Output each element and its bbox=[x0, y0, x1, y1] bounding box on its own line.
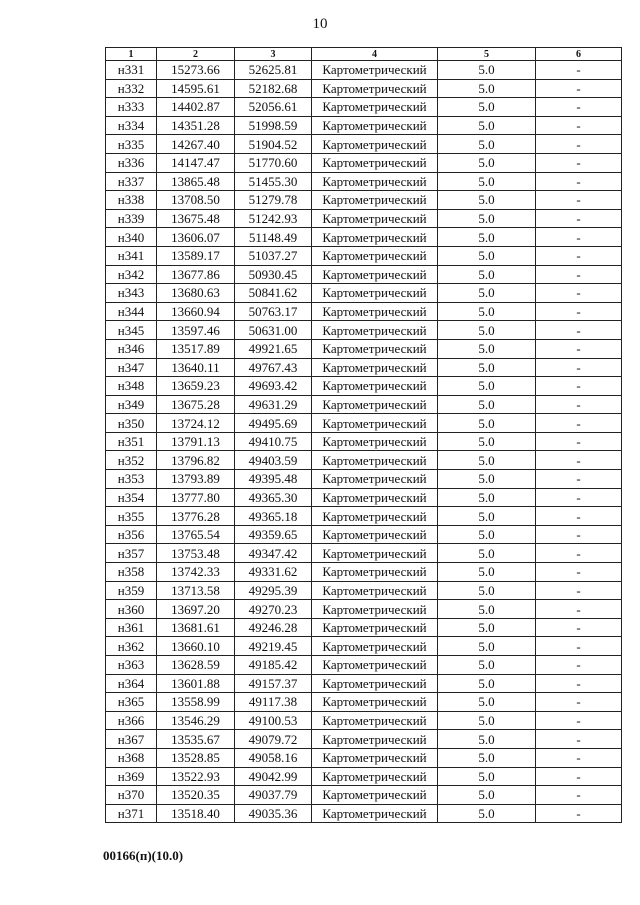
notes-cell: - bbox=[536, 544, 622, 563]
method-cell: Картометрический bbox=[312, 656, 438, 675]
point-id-cell: н370 bbox=[106, 786, 157, 805]
y-coordinate-cell: 49100.53 bbox=[235, 711, 312, 730]
y-coordinate-cell: 51148.49 bbox=[235, 228, 312, 247]
x-coordinate-cell: 13518.40 bbox=[157, 804, 235, 823]
notes-cell: - bbox=[536, 637, 622, 656]
y-coordinate-cell: 49403.59 bbox=[235, 451, 312, 470]
point-id-cell: н364 bbox=[106, 674, 157, 693]
method-cell: Картометрический bbox=[312, 414, 438, 433]
accuracy-cell: 5.0 bbox=[438, 507, 536, 526]
y-coordinate-cell: 49185.42 bbox=[235, 656, 312, 675]
table-row bbox=[106, 600, 622, 619]
x-coordinate-cell: 14267.40 bbox=[157, 135, 235, 154]
x-coordinate-cell: 13517.89 bbox=[157, 339, 235, 358]
notes-cell: - bbox=[536, 600, 622, 619]
point-id-cell: н353 bbox=[106, 470, 157, 489]
table-row bbox=[106, 79, 622, 98]
x-coordinate-cell: 13535.67 bbox=[157, 730, 235, 749]
accuracy-cell: 5.0 bbox=[438, 470, 536, 489]
x-coordinate-cell: 13640.11 bbox=[157, 358, 235, 377]
x-coordinate-cell: 13675.28 bbox=[157, 395, 235, 414]
accuracy-cell: 5.0 bbox=[438, 581, 536, 600]
notes-cell: - bbox=[536, 507, 622, 526]
method-cell: Картометрический bbox=[312, 265, 438, 284]
x-coordinate-cell: 13791.13 bbox=[157, 432, 235, 451]
accuracy-cell: 5.0 bbox=[438, 767, 536, 786]
y-coordinate-cell: 49117.38 bbox=[235, 693, 312, 712]
table-row bbox=[106, 525, 622, 544]
method-cell: Картометрический bbox=[312, 191, 438, 210]
notes-cell: - bbox=[536, 395, 622, 414]
y-coordinate-cell: 49767.43 bbox=[235, 358, 312, 377]
x-coordinate-cell: 13589.17 bbox=[157, 246, 235, 265]
notes-cell: - bbox=[536, 135, 622, 154]
x-coordinate-cell: 13697.20 bbox=[157, 600, 235, 619]
table-row bbox=[106, 451, 622, 470]
accuracy-cell: 5.0 bbox=[438, 172, 536, 191]
x-coordinate-cell: 13546.29 bbox=[157, 711, 235, 730]
accuracy-cell: 5.0 bbox=[438, 61, 536, 80]
notes-cell: - bbox=[536, 711, 622, 730]
method-cell: Картометрический bbox=[312, 135, 438, 154]
y-coordinate-cell: 49395.48 bbox=[235, 470, 312, 489]
table-row bbox=[106, 339, 622, 358]
point-id-cell: н368 bbox=[106, 748, 157, 767]
y-coordinate-cell: 49037.79 bbox=[235, 786, 312, 805]
accuracy-cell: 5.0 bbox=[438, 786, 536, 805]
x-coordinate-cell: 13677.86 bbox=[157, 265, 235, 284]
y-coordinate-cell: 49365.18 bbox=[235, 507, 312, 526]
y-coordinate-cell: 49495.69 bbox=[235, 414, 312, 433]
method-cell: Картометрический bbox=[312, 432, 438, 451]
point-id-cell: н365 bbox=[106, 693, 157, 712]
table-row bbox=[106, 284, 622, 303]
method-cell: Картометрический bbox=[312, 637, 438, 656]
x-coordinate-cell: 14595.61 bbox=[157, 79, 235, 98]
y-coordinate-cell: 51998.59 bbox=[235, 116, 312, 135]
point-id-cell: н350 bbox=[106, 414, 157, 433]
notes-cell: - bbox=[536, 581, 622, 600]
accuracy-cell: 5.0 bbox=[438, 302, 536, 321]
y-coordinate-cell: 49331.62 bbox=[235, 563, 312, 582]
x-coordinate-cell: 13776.28 bbox=[157, 507, 235, 526]
column-header: 4 bbox=[312, 48, 438, 61]
table-row bbox=[106, 358, 622, 377]
table-row bbox=[106, 637, 622, 656]
y-coordinate-cell: 50930.45 bbox=[235, 265, 312, 284]
y-coordinate-cell: 52625.81 bbox=[235, 61, 312, 80]
point-id-cell: н359 bbox=[106, 581, 157, 600]
method-cell: Картометрический bbox=[312, 339, 438, 358]
method-cell: Картометрический bbox=[312, 228, 438, 247]
method-cell: Картометрический bbox=[312, 563, 438, 582]
method-cell: Картометрический bbox=[312, 79, 438, 98]
method-cell: Картометрический bbox=[312, 302, 438, 321]
notes-cell: - bbox=[536, 172, 622, 191]
x-coordinate-cell: 14351.28 bbox=[157, 116, 235, 135]
y-coordinate-cell: 49295.39 bbox=[235, 581, 312, 600]
accuracy-cell: 5.0 bbox=[438, 488, 536, 507]
table-row bbox=[106, 470, 622, 489]
x-coordinate-cell: 13606.07 bbox=[157, 228, 235, 247]
point-id-cell: н346 bbox=[106, 339, 157, 358]
method-cell: Картометрический bbox=[312, 767, 438, 786]
y-coordinate-cell: 49270.23 bbox=[235, 600, 312, 619]
point-id-cell: н334 bbox=[106, 116, 157, 135]
table-row bbox=[106, 135, 622, 154]
x-coordinate-cell: 13681.61 bbox=[157, 618, 235, 637]
point-id-cell: н358 bbox=[106, 563, 157, 582]
point-id-cell: н347 bbox=[106, 358, 157, 377]
x-coordinate-cell: 13865.48 bbox=[157, 172, 235, 191]
y-coordinate-cell: 49219.45 bbox=[235, 637, 312, 656]
method-cell: Картометрический bbox=[312, 284, 438, 303]
point-id-cell: н336 bbox=[106, 153, 157, 172]
y-coordinate-cell: 52182.68 bbox=[235, 79, 312, 98]
point-id-cell: н344 bbox=[106, 302, 157, 321]
accuracy-cell: 5.0 bbox=[438, 209, 536, 228]
x-coordinate-cell: 13660.10 bbox=[157, 637, 235, 656]
accuracy-cell: 5.0 bbox=[438, 377, 536, 396]
method-cell: Картометрический bbox=[312, 172, 438, 191]
table-row bbox=[106, 804, 622, 823]
y-coordinate-cell: 49058.16 bbox=[235, 748, 312, 767]
point-id-cell: н352 bbox=[106, 451, 157, 470]
notes-cell: - bbox=[536, 246, 622, 265]
table-row bbox=[106, 228, 622, 247]
method-cell: Картометрический bbox=[312, 600, 438, 619]
accuracy-cell: 5.0 bbox=[438, 395, 536, 414]
method-cell: Картометрический bbox=[312, 488, 438, 507]
notes-cell: - bbox=[536, 61, 622, 80]
method-cell: Картометрический bbox=[312, 748, 438, 767]
accuracy-cell: 5.0 bbox=[438, 525, 536, 544]
notes-cell: - bbox=[536, 674, 622, 693]
notes-cell: - bbox=[536, 79, 622, 98]
x-coordinate-cell: 14147.47 bbox=[157, 153, 235, 172]
y-coordinate-cell: 49157.37 bbox=[235, 674, 312, 693]
table-row bbox=[106, 711, 622, 730]
accuracy-cell: 5.0 bbox=[438, 79, 536, 98]
table-row bbox=[106, 656, 622, 675]
accuracy-cell: 5.0 bbox=[438, 432, 536, 451]
column-header: 1 bbox=[106, 48, 157, 61]
page-number: 10 bbox=[312, 16, 328, 32]
notes-cell: - bbox=[536, 488, 622, 507]
accuracy-cell: 5.0 bbox=[438, 246, 536, 265]
table-row bbox=[106, 488, 622, 507]
accuracy-cell: 5.0 bbox=[438, 414, 536, 433]
table-row bbox=[106, 414, 622, 433]
accuracy-cell: 5.0 bbox=[438, 618, 536, 637]
x-coordinate-cell: 13680.63 bbox=[157, 284, 235, 303]
point-id-cell: н342 bbox=[106, 265, 157, 284]
table-row bbox=[106, 265, 622, 284]
accuracy-cell: 5.0 bbox=[438, 98, 536, 117]
point-id-cell: н371 bbox=[106, 804, 157, 823]
x-coordinate-cell: 13660.94 bbox=[157, 302, 235, 321]
table-row bbox=[106, 581, 622, 600]
table-row bbox=[106, 98, 622, 117]
table-row bbox=[106, 302, 622, 321]
accuracy-cell: 5.0 bbox=[438, 637, 536, 656]
notes-cell: - bbox=[536, 656, 622, 675]
method-cell: Картометрический bbox=[312, 711, 438, 730]
point-id-cell: н351 bbox=[106, 432, 157, 451]
accuracy-cell: 5.0 bbox=[438, 451, 536, 470]
table-row bbox=[106, 767, 622, 786]
notes-cell: - bbox=[536, 748, 622, 767]
table-row bbox=[106, 377, 622, 396]
y-coordinate-cell: 49693.42 bbox=[235, 377, 312, 396]
y-coordinate-cell: 49410.75 bbox=[235, 432, 312, 451]
accuracy-cell: 5.0 bbox=[438, 693, 536, 712]
accuracy-cell: 5.0 bbox=[438, 730, 536, 749]
x-coordinate-cell: 14402.87 bbox=[157, 98, 235, 117]
x-coordinate-cell: 13793.89 bbox=[157, 470, 235, 489]
point-id-cell: н369 bbox=[106, 767, 157, 786]
notes-cell: - bbox=[536, 693, 622, 712]
point-id-cell: н333 bbox=[106, 98, 157, 117]
point-id-cell: н357 bbox=[106, 544, 157, 563]
point-id-cell: н348 bbox=[106, 377, 157, 396]
notes-cell: - bbox=[536, 804, 622, 823]
point-id-cell: н335 bbox=[106, 135, 157, 154]
table-row bbox=[106, 544, 622, 563]
method-cell: Картометрический bbox=[312, 507, 438, 526]
y-coordinate-cell: 49079.72 bbox=[235, 730, 312, 749]
column-header: 6 bbox=[536, 48, 622, 61]
accuracy-cell: 5.0 bbox=[438, 544, 536, 563]
accuracy-cell: 5.0 bbox=[438, 284, 536, 303]
point-id-cell: н367 bbox=[106, 730, 157, 749]
notes-cell: - bbox=[536, 358, 622, 377]
accuracy-cell: 5.0 bbox=[438, 358, 536, 377]
accuracy-cell: 5.0 bbox=[438, 339, 536, 358]
notes-cell: - bbox=[536, 209, 622, 228]
notes-cell: - bbox=[536, 228, 622, 247]
y-coordinate-cell: 49347.42 bbox=[235, 544, 312, 563]
method-cell: Картометрический bbox=[312, 358, 438, 377]
y-coordinate-cell: 49035.36 bbox=[235, 804, 312, 823]
notes-cell: - bbox=[536, 377, 622, 396]
notes-cell: - bbox=[536, 414, 622, 433]
notes-cell: - bbox=[536, 339, 622, 358]
x-coordinate-cell: 13628.59 bbox=[157, 656, 235, 675]
y-coordinate-cell: 51770.60 bbox=[235, 153, 312, 172]
accuracy-cell: 5.0 bbox=[438, 674, 536, 693]
notes-cell: - bbox=[536, 265, 622, 284]
point-id-cell: н339 bbox=[106, 209, 157, 228]
accuracy-cell: 5.0 bbox=[438, 748, 536, 767]
method-cell: Картометрический bbox=[312, 544, 438, 563]
accuracy-cell: 5.0 bbox=[438, 135, 536, 154]
table-row bbox=[106, 116, 622, 135]
x-coordinate-cell: 13659.23 bbox=[157, 377, 235, 396]
column-header: 2 bbox=[157, 48, 235, 61]
point-id-cell: н343 bbox=[106, 284, 157, 303]
accuracy-cell: 5.0 bbox=[438, 656, 536, 675]
point-id-cell: н362 bbox=[106, 637, 157, 656]
column-header: 3 bbox=[235, 48, 312, 61]
method-cell: Картометрический bbox=[312, 395, 438, 414]
table-row bbox=[106, 191, 622, 210]
method-cell: Картометрический bbox=[312, 581, 438, 600]
point-id-cell: н338 bbox=[106, 191, 157, 210]
point-id-cell: н355 bbox=[106, 507, 157, 526]
accuracy-cell: 5.0 bbox=[438, 228, 536, 247]
x-coordinate-cell: 13675.48 bbox=[157, 209, 235, 228]
y-coordinate-cell: 51455.30 bbox=[235, 172, 312, 191]
method-cell: Картометрический bbox=[312, 525, 438, 544]
notes-cell: - bbox=[536, 191, 622, 210]
y-coordinate-cell: 49359.65 bbox=[235, 525, 312, 544]
x-coordinate-cell: 13742.33 bbox=[157, 563, 235, 582]
point-id-cell: н331 bbox=[106, 61, 157, 80]
accuracy-cell: 5.0 bbox=[438, 600, 536, 619]
method-cell: Картометрический bbox=[312, 153, 438, 172]
accuracy-cell: 5.0 bbox=[438, 191, 536, 210]
method-cell: Картометрический bbox=[312, 618, 438, 637]
method-cell: Картометрический bbox=[312, 674, 438, 693]
point-id-cell: н354 bbox=[106, 488, 157, 507]
y-coordinate-cell: 50841.62 bbox=[235, 284, 312, 303]
point-id-cell: н363 bbox=[106, 656, 157, 675]
column-header: 5 bbox=[438, 48, 536, 61]
method-cell: Картометрический bbox=[312, 321, 438, 340]
method-cell: Картометрический bbox=[312, 804, 438, 823]
point-id-cell: н340 bbox=[106, 228, 157, 247]
x-coordinate-cell: 13777.80 bbox=[157, 488, 235, 507]
x-coordinate-cell: 13708.50 bbox=[157, 191, 235, 210]
notes-cell: - bbox=[536, 767, 622, 786]
x-coordinate-cell: 13597.46 bbox=[157, 321, 235, 340]
method-cell: Картометрический bbox=[312, 209, 438, 228]
notes-cell: - bbox=[536, 618, 622, 637]
point-id-cell: н356 bbox=[106, 525, 157, 544]
method-cell: Картометрический bbox=[312, 116, 438, 135]
table-row bbox=[106, 395, 622, 414]
table-row bbox=[106, 246, 622, 265]
point-id-cell: н349 bbox=[106, 395, 157, 414]
y-coordinate-cell: 50631.00 bbox=[235, 321, 312, 340]
y-coordinate-cell: 50763.17 bbox=[235, 302, 312, 321]
point-id-cell: н341 bbox=[106, 246, 157, 265]
notes-cell: - bbox=[536, 153, 622, 172]
notes-cell: - bbox=[536, 563, 622, 582]
y-coordinate-cell: 51242.93 bbox=[235, 209, 312, 228]
y-coordinate-cell: 52056.61 bbox=[235, 98, 312, 117]
accuracy-cell: 5.0 bbox=[438, 563, 536, 582]
method-cell: Картометрический bbox=[312, 377, 438, 396]
notes-cell: - bbox=[536, 284, 622, 303]
point-id-cell: н361 bbox=[106, 618, 157, 637]
y-coordinate-cell: 49246.28 bbox=[235, 618, 312, 637]
x-coordinate-cell: 13601.88 bbox=[157, 674, 235, 693]
notes-cell: - bbox=[536, 730, 622, 749]
method-cell: Картометрический bbox=[312, 470, 438, 489]
document-code: 00166(п)(10.0) bbox=[103, 848, 184, 863]
table-row bbox=[106, 61, 622, 80]
table-row bbox=[106, 432, 622, 451]
table-header-row bbox=[106, 48, 622, 61]
x-coordinate-cell: 13765.54 bbox=[157, 525, 235, 544]
y-coordinate-cell: 49365.30 bbox=[235, 488, 312, 507]
table-row bbox=[106, 563, 622, 582]
table-row bbox=[106, 674, 622, 693]
method-cell: Картометрический bbox=[312, 451, 438, 470]
method-cell: Картометрический bbox=[312, 730, 438, 749]
notes-cell: - bbox=[536, 432, 622, 451]
accuracy-cell: 5.0 bbox=[438, 321, 536, 340]
accuracy-cell: 5.0 bbox=[438, 116, 536, 135]
table-row bbox=[106, 153, 622, 172]
point-id-cell: н345 bbox=[106, 321, 157, 340]
notes-cell: - bbox=[536, 321, 622, 340]
notes-cell: - bbox=[536, 302, 622, 321]
notes-cell: - bbox=[536, 116, 622, 135]
y-coordinate-cell: 51279.78 bbox=[235, 191, 312, 210]
point-id-cell: н337 bbox=[106, 172, 157, 191]
accuracy-cell: 5.0 bbox=[438, 153, 536, 172]
x-coordinate-cell: 13724.12 bbox=[157, 414, 235, 433]
x-coordinate-cell: 13713.58 bbox=[157, 581, 235, 600]
notes-cell: - bbox=[536, 98, 622, 117]
accuracy-cell: 5.0 bbox=[438, 711, 536, 730]
method-cell: Картометрический bbox=[312, 246, 438, 265]
y-coordinate-cell: 51904.52 bbox=[235, 135, 312, 154]
x-coordinate-cell: 13528.85 bbox=[157, 748, 235, 767]
point-id-cell: н360 bbox=[106, 600, 157, 619]
coordinates-table bbox=[105, 47, 622, 823]
y-coordinate-cell: 49631.29 bbox=[235, 395, 312, 414]
notes-cell: - bbox=[536, 451, 622, 470]
x-coordinate-cell: 13796.82 bbox=[157, 451, 235, 470]
table-row bbox=[106, 786, 622, 805]
table-row bbox=[106, 693, 622, 712]
x-coordinate-cell: 13522.93 bbox=[157, 767, 235, 786]
y-coordinate-cell: 49042.99 bbox=[235, 767, 312, 786]
point-id-cell: н366 bbox=[106, 711, 157, 730]
table-row bbox=[106, 748, 622, 767]
accuracy-cell: 5.0 bbox=[438, 804, 536, 823]
accuracy-cell: 5.0 bbox=[438, 265, 536, 284]
table-row bbox=[106, 172, 622, 191]
y-coordinate-cell: 49921.65 bbox=[235, 339, 312, 358]
notes-cell: - bbox=[536, 786, 622, 805]
x-coordinate-cell: 13520.35 bbox=[157, 786, 235, 805]
table-row bbox=[106, 209, 622, 228]
table-row bbox=[106, 730, 622, 749]
method-cell: Картометрический bbox=[312, 786, 438, 805]
method-cell: Картометрический bbox=[312, 61, 438, 80]
notes-cell: - bbox=[536, 525, 622, 544]
x-coordinate-cell: 13558.99 bbox=[157, 693, 235, 712]
y-coordinate-cell: 51037.27 bbox=[235, 246, 312, 265]
table-row bbox=[106, 507, 622, 526]
table-row bbox=[106, 321, 622, 340]
notes-cell: - bbox=[536, 470, 622, 489]
method-cell: Картометрический bbox=[312, 693, 438, 712]
x-coordinate-cell: 13753.48 bbox=[157, 544, 235, 563]
x-coordinate-cell: 15273.66 bbox=[157, 61, 235, 80]
point-id-cell: н332 bbox=[106, 79, 157, 98]
table-row bbox=[106, 618, 622, 637]
method-cell: Картометрический bbox=[312, 98, 438, 117]
